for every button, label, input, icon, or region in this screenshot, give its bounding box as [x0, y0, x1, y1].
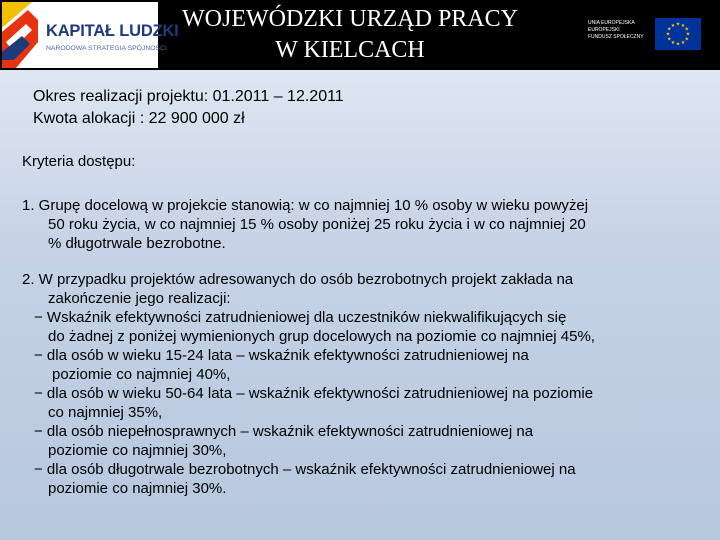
criterion-2-line: − dla osób niepełnosprawnych – wskaźnik efektywności zatrudnieniowej na — [34, 423, 534, 440]
kapital-ludzki-logo-mark-icon — [2, 2, 38, 68]
svg-text:★: ★ — [675, 21, 681, 28]
criterion-1 — [22, 196, 588, 253]
criterion-2-line: do żadnej z poniżej wymienionych grup docelowych na poziomie co najmniej 45%, — [48, 328, 595, 345]
eu-flag-icon — [655, 18, 701, 50]
criterion-2 — [22, 270, 595, 498]
svg-text:★: ★ — [685, 31, 691, 38]
criterion-1-line: % długotrwale bezrobotne. — [48, 235, 226, 252]
logo-title: KAPITAŁ LUDZKI — [46, 22, 179, 40]
allocation-amount: Kwota alokacji : 22 900 000 zł — [33, 110, 245, 127]
svg-text:★: ★ — [684, 26, 689, 33]
svg-text:★: ★ — [670, 22, 676, 29]
logo-subtitle: NARODOWA STRATEGIA SPÓJNOŚCI — [46, 45, 167, 52]
criterion-2-line: poziomie co najmniej 30%. — [48, 480, 227, 497]
svg-text:★: ★ — [675, 41, 681, 48]
svg-text:★: ★ — [665, 31, 671, 38]
organization-title — [160, 4, 540, 66]
svg-text:★: ★ — [667, 36, 672, 43]
svg-text:★: ★ — [670, 40, 676, 47]
kapital-ludzki-logo — [2, 2, 179, 68]
criterion-2-line: co najmniej 35%, — [48, 404, 163, 421]
criterion-2-line: poziomie co najmniej 40%, — [52, 366, 231, 383]
criterion-2-line: zakończenie jego realizacji: — [48, 290, 231, 307]
criterion-2-line: − dla osób w wieku 15-24 lata – wskaźnik efektywności zatrudnieniowej na — [34, 347, 529, 364]
criterion-2-line: 2. W przypadku projektów adresowanych do osób bezrobotnych projekt zakłada na — [22, 271, 574, 288]
svg-text:★: ★ — [680, 40, 686, 47]
criteria-heading: Kryteria dostępu: — [22, 153, 136, 170]
header-bar — [0, 0, 720, 70]
criterion-1-line: 50 roku życia, w co najmniej 15 % osoby poniżej 25 roku życia i w co najmniej 20 — [48, 216, 586, 233]
criterion-2-line: − dla osób w wieku 50-64 lata – wskaźnik efektywności zatrudnieniowej na poziomie — [34, 385, 594, 402]
svg-text:★: ★ — [680, 22, 686, 29]
criterion-1-line: 1. Grupę docelową w projekcie stanowią: w co najmniej 10 % osoby w wieku powyżej — [22, 197, 589, 214]
criterion-2-line: − dla osób długotrwale bezrobotnych – wskaźnik efektywności zatrudnieniowej na — [34, 461, 576, 478]
organization-title-line-1: WOJEWÓDZKI URZĄD PRACY — [182, 6, 518, 32]
eu-logo-text-line: UNIA EUROPEJSKA — [588, 20, 635, 26]
eu-logo-text-line: EUROPEJSKI — [588, 27, 620, 33]
eu-logo-text — [588, 20, 654, 41]
organization-title-line-2: W KIELCACH — [275, 37, 425, 63]
svg-text:★: ★ — [684, 36, 689, 43]
criterion-2-line: − Wskaźnik efektywności zatrudnieniowej dla uczestników niekwalifikujących się — [34, 309, 567, 326]
criterion-2-line: poziomie co najmniej 30%, — [48, 442, 227, 459]
svg-text:★: ★ — [667, 26, 672, 33]
project-period: Okres realizacji projektu: 01.2011 – 12.2011 — [33, 88, 344, 105]
eu-logo-text-line: FUNDUSZ SPOŁECZNY — [588, 34, 644, 40]
